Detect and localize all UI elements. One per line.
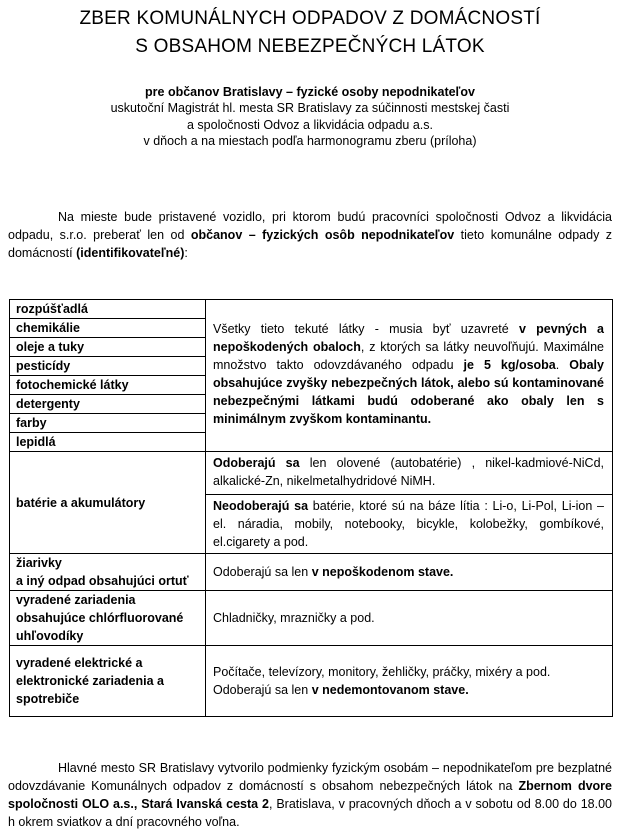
lamps-label-cell (10, 554, 206, 591)
table-row (10, 646, 613, 717)
lamps-label-line2: a iný odpad obsahujúci ortuť (16, 574, 189, 588)
cfc-description-cell (206, 591, 613, 646)
document-title-line2: S OBSAHOM NEBEZPEČNÝCH LÁTOK (135, 36, 485, 57)
table-row (10, 554, 613, 591)
batteries-description-cell (206, 452, 613, 554)
intro-audience: pre občanov Bratislavy – fyzické osoby nepodnikateľov (145, 85, 475, 99)
intro-partner: a spoločnosti Odvoz a likvidácia odpadu a.s. (187, 118, 433, 132)
category-item: detergenty (10, 395, 205, 414)
collection-yard-paragraph: Hlavné mesto SR Bratislavy vytvorilo podmienky fyzickým osobám – nepodnikateľom pre bezplatné odovzdávanie Komunálnych odpadov z domácností s obsahom nebezpečných látok na Zbernom dvore spoločnosti OLO a.s., Stará Ivanská cesta 2, Bratislava, v pracovných dňoch a v sobotu od 8.00 do 18.00 h okrem sviatkov a dní pracovného voľna. (8, 761, 612, 829)
cfc-label-cell (10, 591, 206, 646)
document-title-line1: ZBER KOMUNÁLNYCH ODPADOV Z DOMÁCNOSTÍ (79, 8, 541, 29)
batteries-accepted: Odoberajú sa len olovené (autobatérie) , nikel-kadmiové-NiCd, alkalické-Zn, nikelmetalhydridové NiMH. (213, 456, 604, 488)
category-item: chemikálie (10, 319, 205, 338)
liquids-description: Všetky tieto tekuté látky - musia byť uzavreté v pevných a nepoškodených obaloch, z ktorých sa látky neuvoľňujú. Maximálne množstvo takto odovzdávaného odpadu je 5 kg/osoba. Obaly obsahujúce zvyšky nebezpečných látok, alebo sú kontaminované nebezpečnými látkami budú odoberané ako obaly len s minimálnym zvyškom kontaminantu. (213, 322, 604, 426)
waste-table (9, 299, 613, 717)
table-row (10, 300, 613, 452)
category-item: oleje a tuky (10, 338, 205, 357)
category-item: lepidlá (16, 435, 56, 449)
cfc-label-line3: uhľovodíky (16, 629, 84, 643)
table-row (10, 452, 613, 554)
category-item: fotochemické látky (10, 376, 205, 395)
batteries-rejected: Neodoberajú sa batérie, ktoré sú na báze lítia : Li-o, Li-Pol, Li-ion – el. náradia, mobily, notebooky, bicykle, kolobežky, gombíkové, el.cigarety a pod. (206, 494, 612, 553)
electronics-label-cell (10, 646, 206, 717)
electronics-label-line3: spotrebiče (16, 692, 80, 706)
batteries-label-cell (10, 452, 206, 554)
category-item: pesticídy (10, 357, 205, 376)
collection-paragraph: Na mieste bude pristavené vozidlo, pri ktorom budú pracovníci spoločnosti Odvoz a likvidácia odpadu, s.r.o. preberať len od občanov – fyzických osôb nepodnikateľov tieto komunálne odpady z domácností (identifikovateľné): (8, 210, 613, 260)
category-item: rozpúšťadlá (10, 300, 205, 319)
cfc-label-line2: obsahujúce chlórfluorované (16, 611, 184, 625)
electronics-label-line1: vyradené elektrické a (16, 656, 143, 670)
cfc-label-line1: vyradené zariadenia (16, 593, 136, 607)
category-list-cell (10, 300, 206, 452)
table-row (10, 591, 613, 646)
intro-schedule: v dňoch a na miestach podľa harmonogramu zberu (príloha) (143, 134, 477, 148)
lamps-description: Odoberajú sa len v nepoškodenom stave. (213, 565, 454, 579)
liquids-description-cell (206, 300, 613, 452)
cfc-description: Chladničky, mrazničky a pod. (213, 611, 375, 625)
lamps-label-line1: žiarivky (16, 556, 62, 570)
batteries-label: batérie a akumulátory (16, 495, 146, 510)
electronics-description: Počítače, televízory, monitory, žehličky, práčky, mixéry a pod. Odoberajú sa len v nedemontovanom stave. (213, 665, 551, 697)
electronics-description-cell (206, 646, 613, 717)
lamps-description-cell (206, 554, 613, 591)
category-item: farby (10, 414, 205, 433)
intro-organizer: uskutoční Magistrát hl. mesta SR Bratislavy za súčinnosti mestskej časti (110, 101, 510, 115)
electronics-label-line2: elektronické zariadenia a (16, 674, 164, 688)
